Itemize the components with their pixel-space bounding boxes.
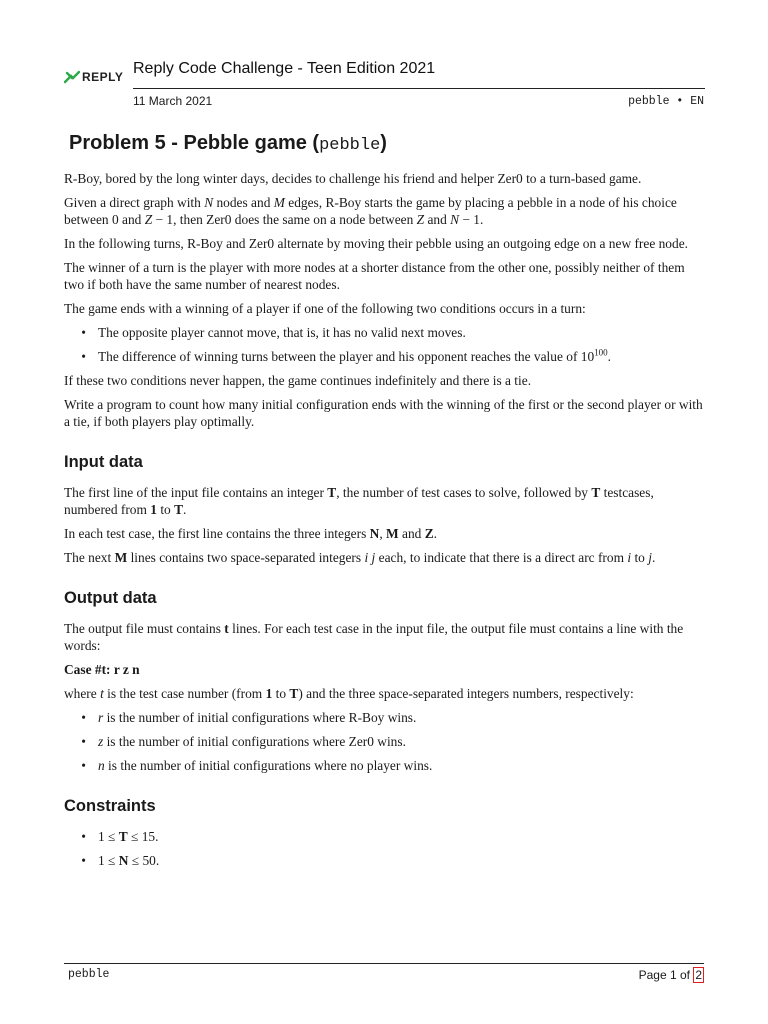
input-paragraph: The first line of the input file contains an integer T, the number of test cases to solve, followed by T testcases, numbered from 1 to T. bbox=[64, 485, 654, 517]
intro-paragraph: Given a direct graph with N nodes and M edges, R-Boy starts the game by placing a pebble in a node of his choice between 0 and Z − 1, then Zer0 does the same on a node between Z and N − 1. bbox=[64, 195, 677, 227]
page-label: Page 1 of bbox=[638, 968, 694, 982]
footer-divider bbox=[64, 963, 704, 964]
problem-statement bbox=[64, 170, 704, 876]
list-item: • z is the number of initial configurations where Zer0 wins. bbox=[86, 733, 704, 750]
constraints-list bbox=[64, 828, 704, 869]
problem-title bbox=[69, 132, 387, 155]
output-paragraph: where t is the test case number (from 1 to T) and the three space-separated integers numbers, respectively: bbox=[64, 686, 634, 701]
output-paragraph: The output file must contains t lines. For each test case in the input file, the output file must contains a line with the words: bbox=[64, 621, 684, 653]
contest-title: Reply Code Challenge - Teen Edition 2021 bbox=[133, 60, 436, 77]
page-number bbox=[639, 968, 704, 982]
intro-paragraph: R-Boy, bored by the long winter days, decides to challenge his friend and helper Zer0 to a turn-based game. bbox=[64, 171, 642, 186]
reply-logo bbox=[64, 70, 123, 84]
end-conditions-list bbox=[64, 324, 704, 365]
contest-date: 11 March 2021 bbox=[133, 94, 213, 108]
list-item: • 1 ≤ T ≤ 15. bbox=[86, 828, 704, 845]
intro-paragraph: In the following turns, R-Boy and Zer0 alternate by moving their pebble using an outgoing edge on a new free node. bbox=[64, 236, 688, 251]
list-item: • n is the number of initial configurations where no player wins. bbox=[86, 757, 704, 774]
input-paragraph: In each test case, the first line contains the three integers N, M and Z. bbox=[64, 526, 437, 541]
list-item: • 1 ≤ N ≤ 50. bbox=[86, 852, 704, 869]
problem-code: pebble bbox=[319, 136, 381, 155]
page-header bbox=[64, 58, 704, 114]
input-heading: Input data bbox=[64, 453, 143, 471]
output-values-list bbox=[64, 709, 704, 774]
intro-paragraph: If these two conditions never happen, the game continues indefinitely and there is a tie. bbox=[64, 373, 532, 388]
header-divider bbox=[133, 88, 705, 89]
constraints-heading: Constraints bbox=[64, 797, 156, 815]
footer-task-tag: pebble bbox=[68, 968, 110, 981]
intro-paragraph: The game ends with a winning of a player if one of the following two conditions occurs in a turn: bbox=[64, 301, 586, 316]
input-paragraph: The next M lines contains two space-separated integers i j each, to indicate that there is a direct arc from i to j. bbox=[64, 550, 656, 565]
intro-paragraph: The winner of a turn is the player with more nodes at a shorter distance from the other one, possibly neither of them two if both have the same number of nearest nodes. bbox=[64, 260, 685, 292]
page-total-link[interactable]: 2 bbox=[695, 968, 702, 982]
task-tag: pebble • EN bbox=[628, 95, 704, 108]
list-item: • The opposite player cannot move, that is, it has no valid next moves. bbox=[86, 324, 704, 341]
problem-title-close: ) bbox=[380, 132, 387, 154]
output-heading: Output data bbox=[64, 589, 157, 607]
output-format-line: Case #t: r z n bbox=[64, 662, 140, 677]
intro-paragraph: Write a program to count how many initial configuration ends with the winning of the first or the second player or with a tie, if both players play optimally. bbox=[64, 397, 703, 429]
problem-title-text: Problem 5 - Pebble game ( bbox=[69, 132, 320, 154]
reply-logo-icon bbox=[64, 70, 80, 84]
logo-text: REPLY bbox=[82, 70, 124, 84]
list-item: • The difference of winning turns between the player and his opponent reaches the value of $10^{100}$. bbox=[86, 348, 704, 365]
list-item: • r is the number of initial configurations where R-Boy wins. bbox=[86, 709, 704, 726]
